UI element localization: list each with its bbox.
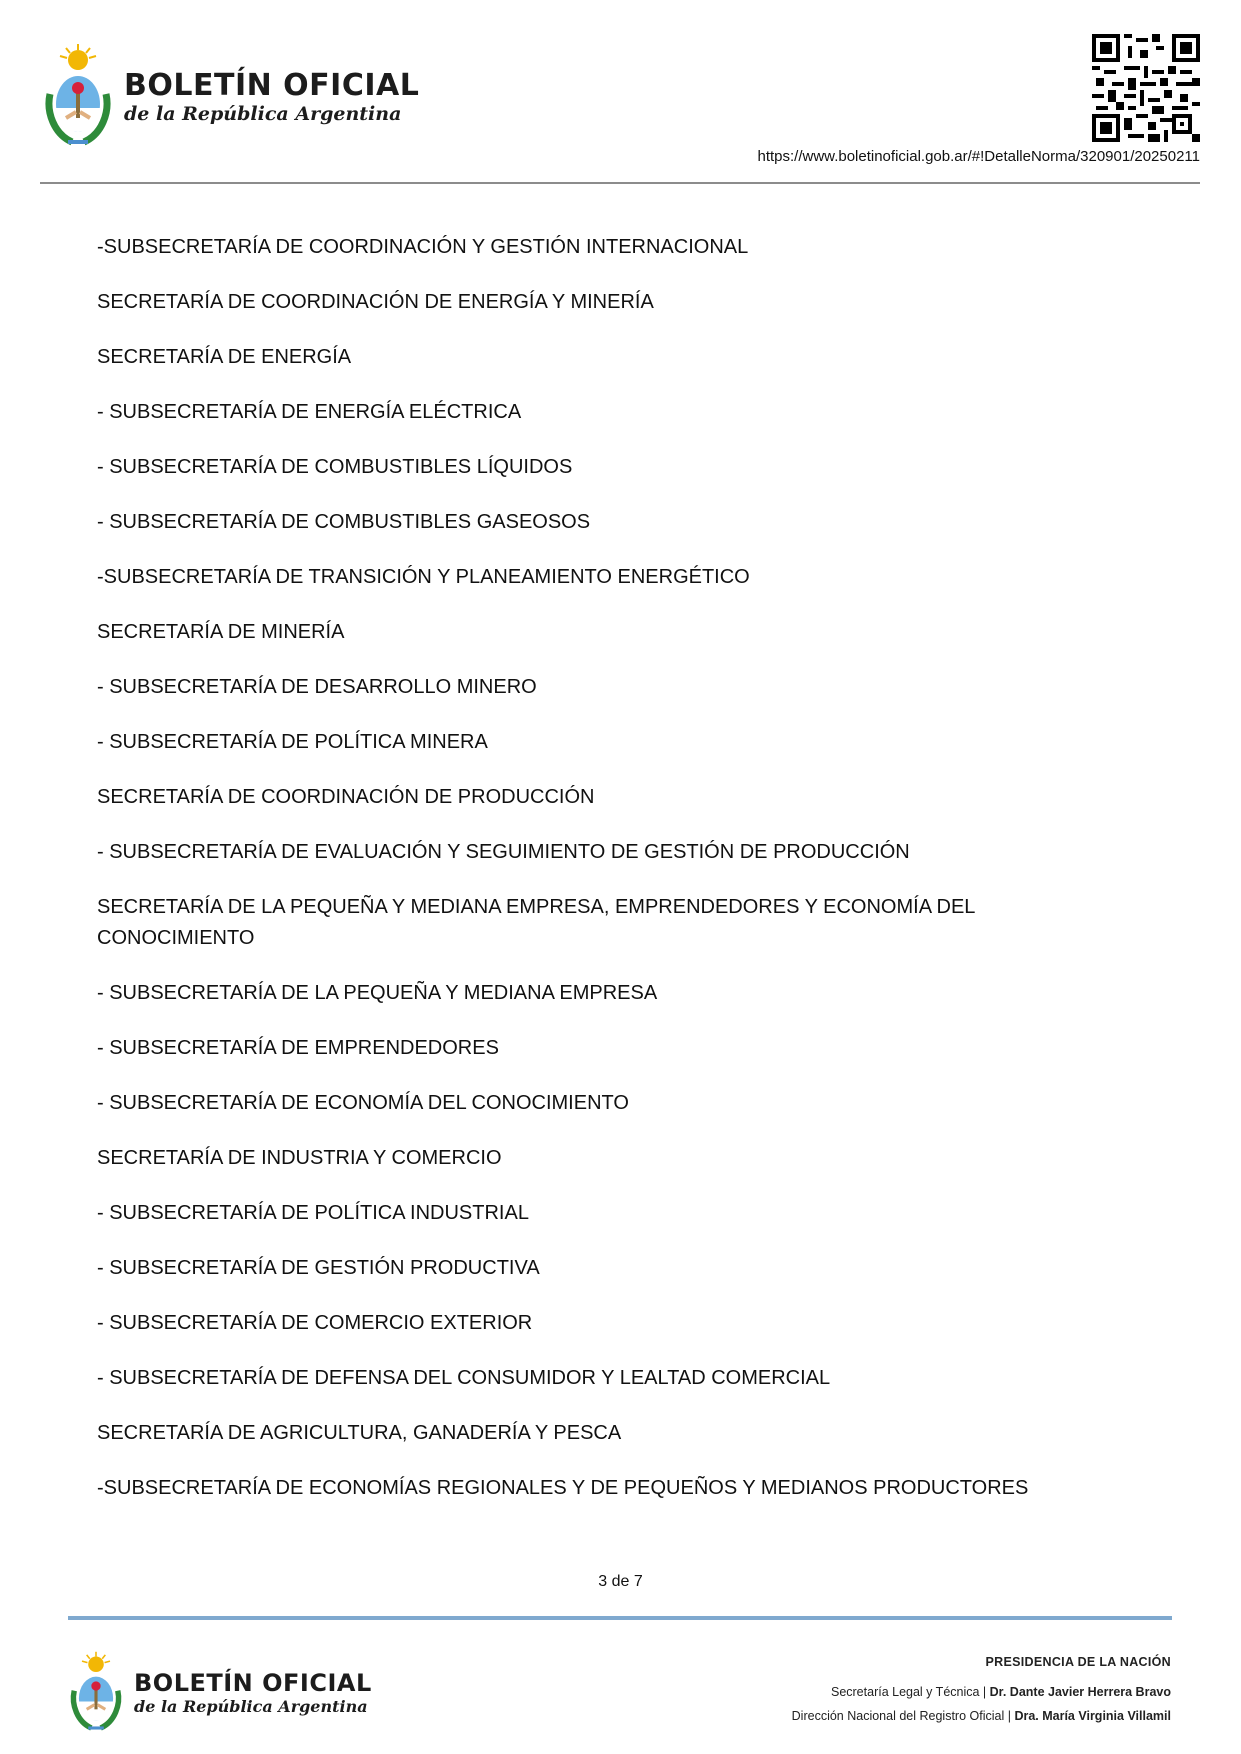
page-number: 3 de 7 bbox=[598, 1573, 643, 1590]
list-item: - SUBSECRETARÍA DE ENERGÍA ELÉCTRICA bbox=[97, 401, 522, 423]
list-item: SECRETARÍA DE COORDINACIÓN DE PRODUCCIÓN bbox=[97, 786, 595, 808]
list-item: -SUBSECRETARÍA DE TRANSICIÓN Y PLANEAMIENTO ENERGÉTICO bbox=[97, 566, 750, 588]
footer-official-name: Dr. Dante Javier Herrera Bravo bbox=[989, 1685, 1171, 1699]
list-item: SECRETARÍA DE INDUSTRIA Y COMERCIO bbox=[97, 1147, 502, 1169]
list-item: - SUBSECRETARÍA DE EVALUACIÓN Y SEGUIMIENTO DE GESTIÓN DE PRODUCCIÓN bbox=[97, 841, 910, 863]
list-item: SECRETARÍA DE COORDINACIÓN DE ENERGÍA Y MINERÍA bbox=[97, 291, 654, 313]
list-item: -SUBSECRETARÍA DE ECONOMÍAS REGIONALES Y DE PEQUEÑOS Y MEDIANOS PRODUCTORES bbox=[97, 1477, 1029, 1499]
list-item: - SUBSECRETARÍA DE GESTIÓN PRODUCTIVA bbox=[97, 1257, 540, 1279]
list-item: SECRETARÍA DE AGRICULTURA, GANADERÍA Y PESCA bbox=[97, 1422, 622, 1444]
footer-label: Secretaría Legal y Técnica | bbox=[830, 1685, 990, 1699]
list-item: -SUBSECRETARÍA DE COORDINACIÓN Y GESTIÓN INTERNACIONAL bbox=[97, 236, 749, 258]
logo-title: BOLETÍN OFICIAL bbox=[134, 1669, 372, 1697]
list-item: - SUBSECRETARÍA DE DESARROLLO MINERO bbox=[97, 676, 537, 698]
document-url[interactable]: https://www.boletinoficial.gob.ar/#!DetalleNorma/320901/20250211 bbox=[757, 148, 1200, 165]
footer-line-registry bbox=[792, 1704, 1171, 1728]
list-item: - SUBSECRETARÍA DE DEFENSA DEL CONSUMIDOR Y LEALTAD COMERCIAL bbox=[97, 1367, 831, 1389]
footer-official-name: Dra. María Virginia Villamil bbox=[1014, 1709, 1171, 1723]
list-item: SECRETARÍA DE ENERGÍA bbox=[97, 346, 352, 368]
footer-credits bbox=[792, 1650, 1171, 1728]
presidency-label: PRESIDENCIA DE LA NACIÓN bbox=[985, 1655, 1171, 1669]
list-item: SECRETARÍA DE LA PEQUEÑA Y MEDIANA EMPRESA, EMPRENDEDORES Y ECONOMÍA DEL CONOCIMIENTO bbox=[97, 896, 975, 949]
list-item: - SUBSECRETARÍA DE POLÍTICA INDUSTRIAL bbox=[97, 1202, 529, 1224]
list-item: - SUBSECRETARÍA DE COMERCIO EXTERIOR bbox=[97, 1312, 533, 1334]
footer-line-legal bbox=[792, 1680, 1171, 1704]
document-body bbox=[97, 232, 1097, 1528]
list-item: - SUBSECRETARÍA DE POLÍTICA MINERA bbox=[97, 731, 488, 753]
logo-title: BOLETÍN OFICIAL bbox=[124, 68, 420, 103]
boletin-logo bbox=[42, 42, 419, 152]
list-item: - SUBSECRETARÍA DE EMPRENDEDORES bbox=[97, 1037, 499, 1059]
footer-boletin-logo bbox=[68, 1650, 372, 1736]
qr-code-icon bbox=[1092, 34, 1200, 142]
list-item: - SUBSECRETARÍA DE ECONOMÍA DEL CONOCIMIENTO bbox=[97, 1092, 629, 1114]
list-item: SECRETARÍA DE MINERÍA bbox=[97, 621, 345, 643]
footer-label: Dirección Nacional del Registro Oficial | bbox=[791, 1709, 1015, 1723]
header-divider bbox=[40, 182, 1200, 184]
list-item: - SUBSECRETARÍA DE COMBUSTIBLES GASEOSOS bbox=[97, 511, 591, 533]
list-item: - SUBSECRETARÍA DE COMBUSTIBLES LÍQUIDOS bbox=[97, 456, 573, 478]
logo-subtitle: de la República Argentina bbox=[124, 103, 402, 125]
list-item: - SUBSECRETARÍA DE LA PEQUEÑA Y MEDIANA EMPRESA bbox=[97, 982, 658, 1004]
coat-of-arms-icon bbox=[42, 42, 114, 152]
logo-subtitle: de la República Argentina bbox=[134, 1697, 368, 1716]
footer-divider bbox=[68, 1616, 1172, 1620]
coat-of-arms-icon bbox=[68, 1650, 124, 1736]
